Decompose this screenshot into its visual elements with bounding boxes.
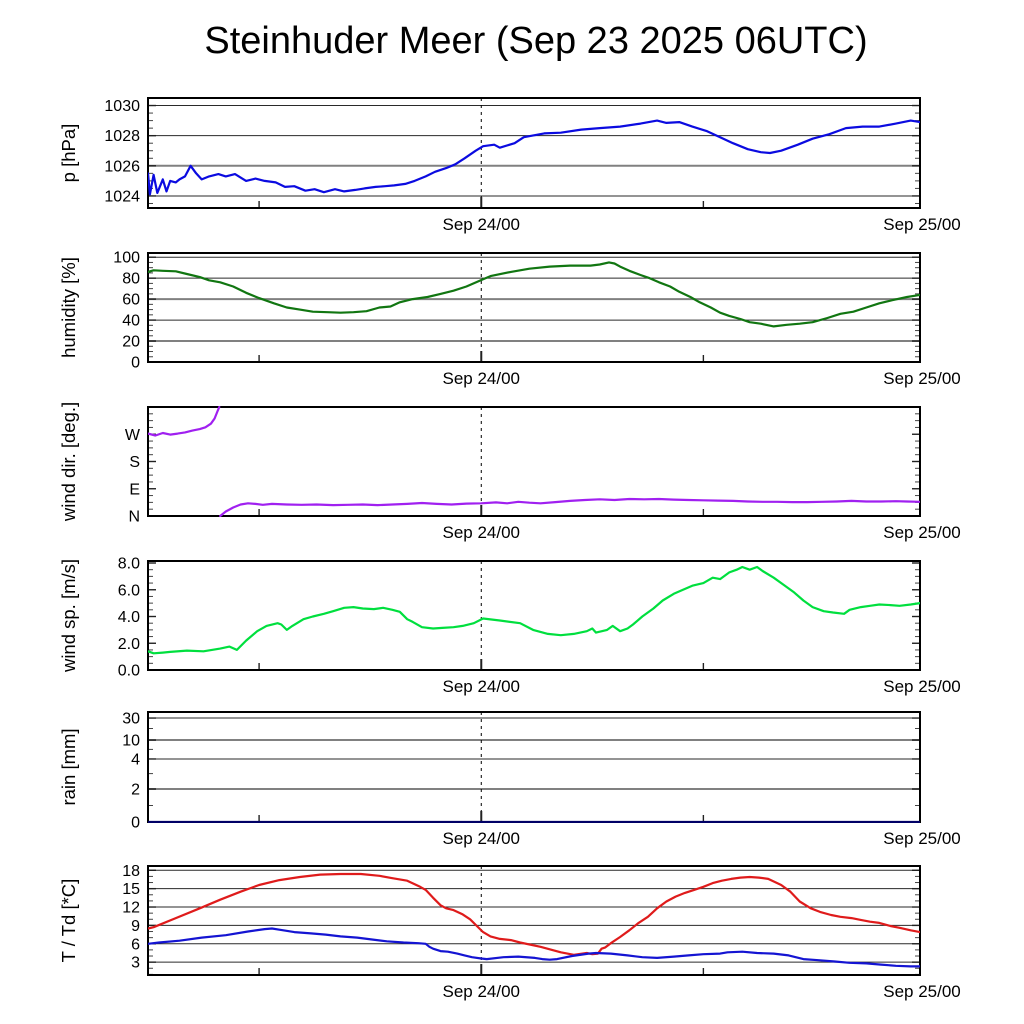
panel-frame: [148, 712, 920, 822]
x-tick-label: Sep 25/00: [883, 369, 961, 388]
y-tick-label: N: [128, 508, 140, 526]
y-axis-title: rain [mm]: [58, 728, 79, 806]
y-tick-label: 3: [131, 954, 140, 972]
y-tick-label: 20: [122, 333, 140, 351]
y-tick-label: 1030: [104, 98, 140, 116]
y-axis-title: T / Td [*C]: [58, 878, 79, 963]
x-tick-label: Sep 25/00: [883, 677, 961, 696]
panel-frame: [148, 98, 920, 208]
y-tick-label: 4: [131, 751, 140, 769]
x-tick-label: Sep 24/00: [442, 369, 521, 388]
y-tick-label: S: [129, 454, 140, 471]
x-tick-label: Sep 25/00: [883, 523, 961, 542]
y-tick-label: 0: [131, 814, 140, 832]
series-dewpoint-line: [148, 929, 920, 967]
y-tick-label: 15: [122, 881, 140, 899]
series-humidity-line: [148, 262, 920, 326]
y-tick-label: 18: [122, 862, 140, 880]
y-tick-label: 1026: [104, 158, 140, 176]
series-temperature-line: [148, 874, 920, 955]
y-tick-label: 1024: [104, 188, 140, 206]
series-wind-speed-line: [148, 567, 920, 653]
x-tick-label: Sep 24/00: [442, 829, 521, 848]
page-title: Steinhuder Meer (Sep 23 2025 06UTC): [204, 20, 868, 62]
y-tick-label: 1028: [104, 128, 140, 146]
series-pressure-line: [148, 121, 920, 195]
x-tick-label: Sep 24/00: [442, 215, 521, 234]
y-tick-label: 9: [131, 917, 140, 935]
y-tick-label: 6.0: [117, 582, 140, 600]
y-tick-label: 40: [122, 312, 140, 330]
y-tick-label: 6: [131, 936, 140, 954]
y-tick-label: W: [124, 426, 140, 444]
y-tick-label: 12: [122, 899, 140, 917]
y-tick-label: 100: [113, 249, 140, 267]
panel-frame: [148, 407, 920, 516]
x-tick-label: Sep 24/00: [442, 982, 521, 1001]
y-tick-label: 30: [122, 710, 140, 728]
panel-humidity: [58, 250, 961, 388]
x-tick-label: Sep 25/00: [883, 215, 961, 234]
x-tick-label: Sep 24/00: [442, 677, 521, 696]
y-tick-label: 2.0: [117, 635, 140, 653]
x-tick-label: Sep 24/00: [442, 523, 521, 542]
y-tick-label: E: [129, 481, 140, 499]
y-axis-title: p [hPa]: [58, 123, 79, 183]
x-tick-label: Sep 25/00: [883, 982, 961, 1001]
series-wind-direction-a-line: [148, 407, 219, 436]
y-axis-title: wind sp. [m/s]: [58, 558, 79, 673]
y-axis-title: wind dir. [deg.]: [58, 401, 79, 522]
x-tick-label: Sep 25/00: [883, 829, 961, 848]
panel-pressure: [58, 98, 961, 234]
y-tick-label: 80: [122, 270, 140, 288]
y-tick-label: 0: [131, 354, 140, 372]
panel-wind-direction: [58, 402, 961, 542]
y-tick-label: 0.0: [117, 662, 140, 680]
panel-wind-speed: [58, 556, 961, 696]
panel-temperature-dewpoint: [58, 863, 961, 1001]
y-tick-label: 60: [122, 291, 140, 309]
y-tick-label: 2: [131, 781, 140, 799]
series-wind-direction-b-line: [220, 499, 920, 516]
panel-frame: [148, 253, 920, 362]
y-axis-title: humidity [%]: [58, 257, 79, 358]
y-tick-label: 8.0: [117, 555, 140, 573]
panel-frame: [148, 561, 920, 670]
y-tick-label: 10: [122, 732, 140, 750]
y-tick-label: 4.0: [117, 609, 140, 627]
panel-rain: [58, 711, 961, 848]
